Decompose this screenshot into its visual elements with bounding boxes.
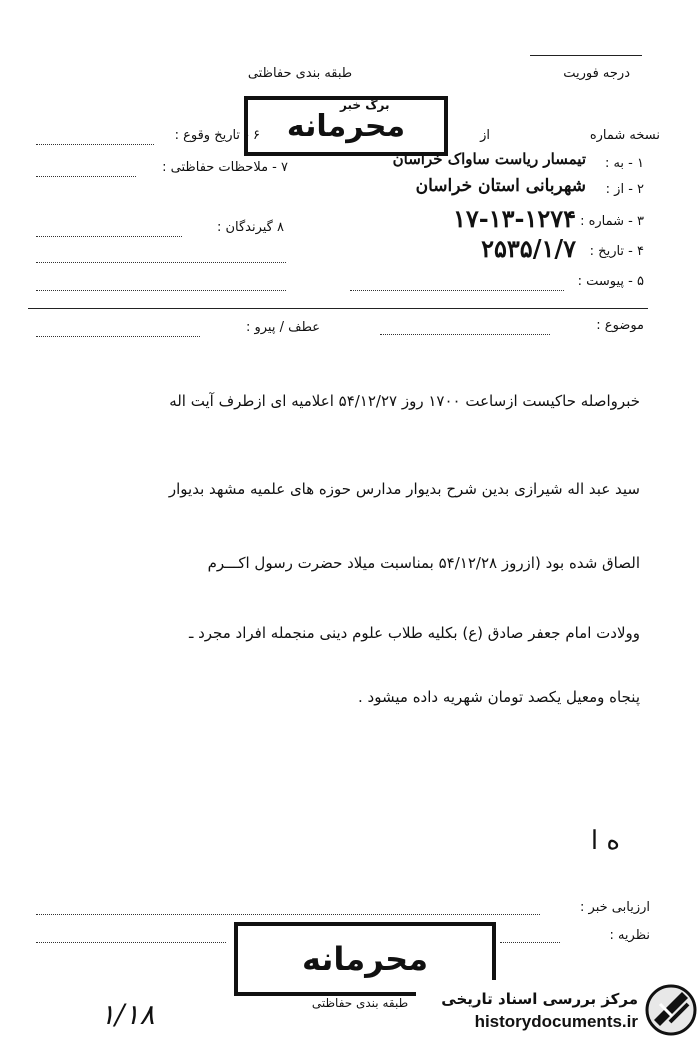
date-label: ۴ - تاریخ : (589, 244, 644, 259)
reference-label: عطف / پیرو : (245, 320, 320, 335)
from-label: ۲ - از : (605, 182, 644, 197)
copy-number-label: نسخه شماره (589, 128, 660, 143)
security-notes-line (36, 176, 136, 177)
recipients-line-2 (36, 262, 286, 263)
stamp-main-text: محرمانه (286, 108, 406, 144)
date-event-line (36, 144, 154, 145)
recipients-line-3 (36, 290, 286, 291)
number-value: ۱۷-۱۳-۱۲۷۴ (452, 204, 576, 233)
body-line-1: خبرواصله حاکیست ازساعت ۱۷۰۰ روز ۵۴/۱۲/۲۷ اعلامیه ای ازطرف آیت اله (169, 392, 640, 410)
body-line-4: وولادت امام جعفر صادق (ع) بکلیه طلاب علوم دینی منجمله افراد مجرد ـ (188, 624, 640, 642)
recipients-label: ۸ گیرندگان : (216, 220, 284, 235)
page-number: ۱/۱۸ (100, 998, 155, 1031)
section-divider (28, 308, 648, 309)
to-value: تیمسار ریاست ساواک خراسان (392, 150, 586, 168)
watermark-logo-icon (644, 982, 698, 1038)
subject-label: موضوع : (596, 318, 644, 333)
date-event-label: ۶ - تاریخ وقوع : (174, 128, 260, 143)
security-notes-label: ۷ - ملاحظات حفاظتی : (162, 160, 288, 175)
body-line-2: سید عبد اله شیرازی بدین شرح بدیوار مدارس حوزه های علمیه مشهد بدیوار (168, 480, 640, 498)
bottom-stamp-sub-text: طبقه بندی حفاظتی (311, 996, 409, 1010)
evaluation-line (36, 914, 540, 915)
body-line-3: الصاق شده بود (ازروز ۵۴/۱۲/۲۸ بمناسبت میلاد حضرت رسول اکـــرم (207, 554, 640, 572)
date-value: ۲۵۳۵/۱/۷ (481, 234, 576, 263)
to-label: ۱ - به : (604, 156, 644, 171)
watermark (416, 980, 700, 1040)
opinion-label: نظریه : (609, 928, 650, 943)
copy-from-label: از (480, 128, 490, 143)
from-value: شهربانی استان خراسان (415, 176, 586, 196)
evaluation-label: ارزیابی خبر : (580, 900, 650, 915)
bottom-stamp-main-text: محرمانه (301, 940, 429, 978)
priority-label: درجه فوریت (563, 66, 630, 81)
handwritten-mark: ه ا (590, 826, 620, 856)
opinion-line-right (500, 942, 560, 943)
reference-line (36, 336, 200, 337)
attachment-label: ۵ - پیوست : (577, 274, 644, 289)
attachment-line (350, 290, 564, 291)
priority-top-line (530, 55, 642, 56)
body-line-5: پنجاه ومعیل یکصد تومان شهریه داده میشود . (358, 688, 640, 706)
watermark-title: مرکز بررسی اسناد تاریخی (441, 990, 638, 1008)
opinion-line-left (36, 942, 226, 943)
stamp-small-text: برگ خبر (340, 98, 390, 112)
subject-line (380, 334, 550, 335)
classification-label: طبقه بندی حفاظتی (247, 66, 353, 81)
top-confidential-stamp (244, 96, 448, 156)
recipients-line-1 (36, 236, 182, 237)
number-label: ۳ - شماره : (580, 214, 644, 229)
watermark-url: historydocuments.ir (474, 1012, 638, 1031)
